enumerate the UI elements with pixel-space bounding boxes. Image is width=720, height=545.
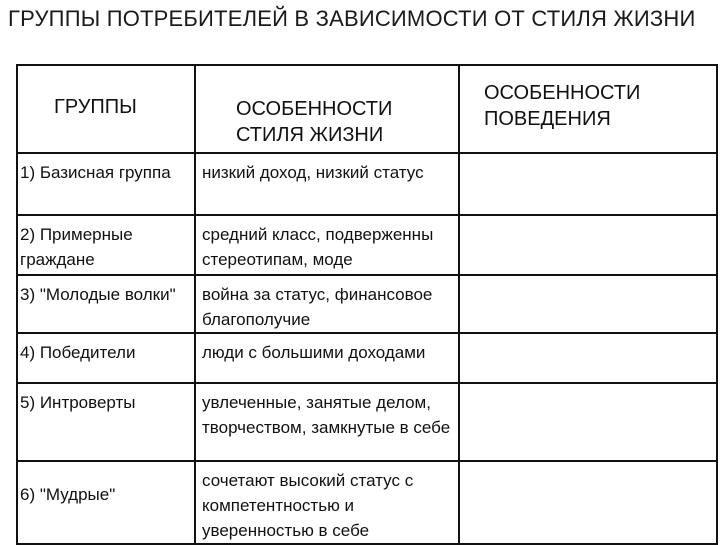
table-row <box>17 275 717 333</box>
behavior-cell <box>459 215 717 275</box>
consumer-groups-table <box>16 64 718 545</box>
behavior-cell <box>459 275 717 333</box>
header-groups: ГРУППЫ <box>17 65 195 153</box>
lifestyle-cell: люди с большими доходами <box>195 333 459 383</box>
header-lifestyle: ОСОБЕННОСТИ СТИЛЯ ЖИЗНИ <box>195 65 459 153</box>
behavior-cell <box>459 153 717 215</box>
lifestyle-cell: средний класс, подверженны стереотипам, моде <box>195 215 459 275</box>
lifestyle-cell: увлеченные, занятые делом, творчеством, замкнутые в себе <box>195 383 459 461</box>
group-cell: 3) "Молодые волки" <box>17 275 195 333</box>
table-row <box>17 215 717 275</box>
table-header-row <box>17 65 717 153</box>
behavior-cell <box>459 461 717 544</box>
group-cell: 6) "Мудрые" <box>17 461 195 544</box>
table-row <box>17 461 717 544</box>
group-cell: 4) Победители <box>17 333 195 383</box>
table-row <box>17 383 717 461</box>
lifestyle-cell: низкий доход, низкий статус <box>195 153 459 215</box>
behavior-cell <box>459 333 717 383</box>
lifestyle-cell: война за статус, финансовое благополучие <box>195 275 459 333</box>
behavior-cell <box>459 383 717 461</box>
group-cell: 2) Примерные граждане <box>17 215 195 275</box>
page-title: ГРУППЫ ПОТРЕБИТЕЛЕЙ В ЗАВИСИМОСТИ ОТ СТИЛЯ ЖИЗНИ <box>8 6 696 31</box>
header-behavior: ОСОБЕННОСТИ ПОВЕДЕНИЯ <box>459 65 717 153</box>
lifestyle-cell: сочетают высокий статус с компетентностью и уверенностью в себе <box>195 461 459 544</box>
group-cell: 1) Базисная группа <box>17 153 195 215</box>
group-cell: 5) Интроверты <box>17 383 195 461</box>
table-row <box>17 333 717 383</box>
table-row <box>17 153 717 215</box>
